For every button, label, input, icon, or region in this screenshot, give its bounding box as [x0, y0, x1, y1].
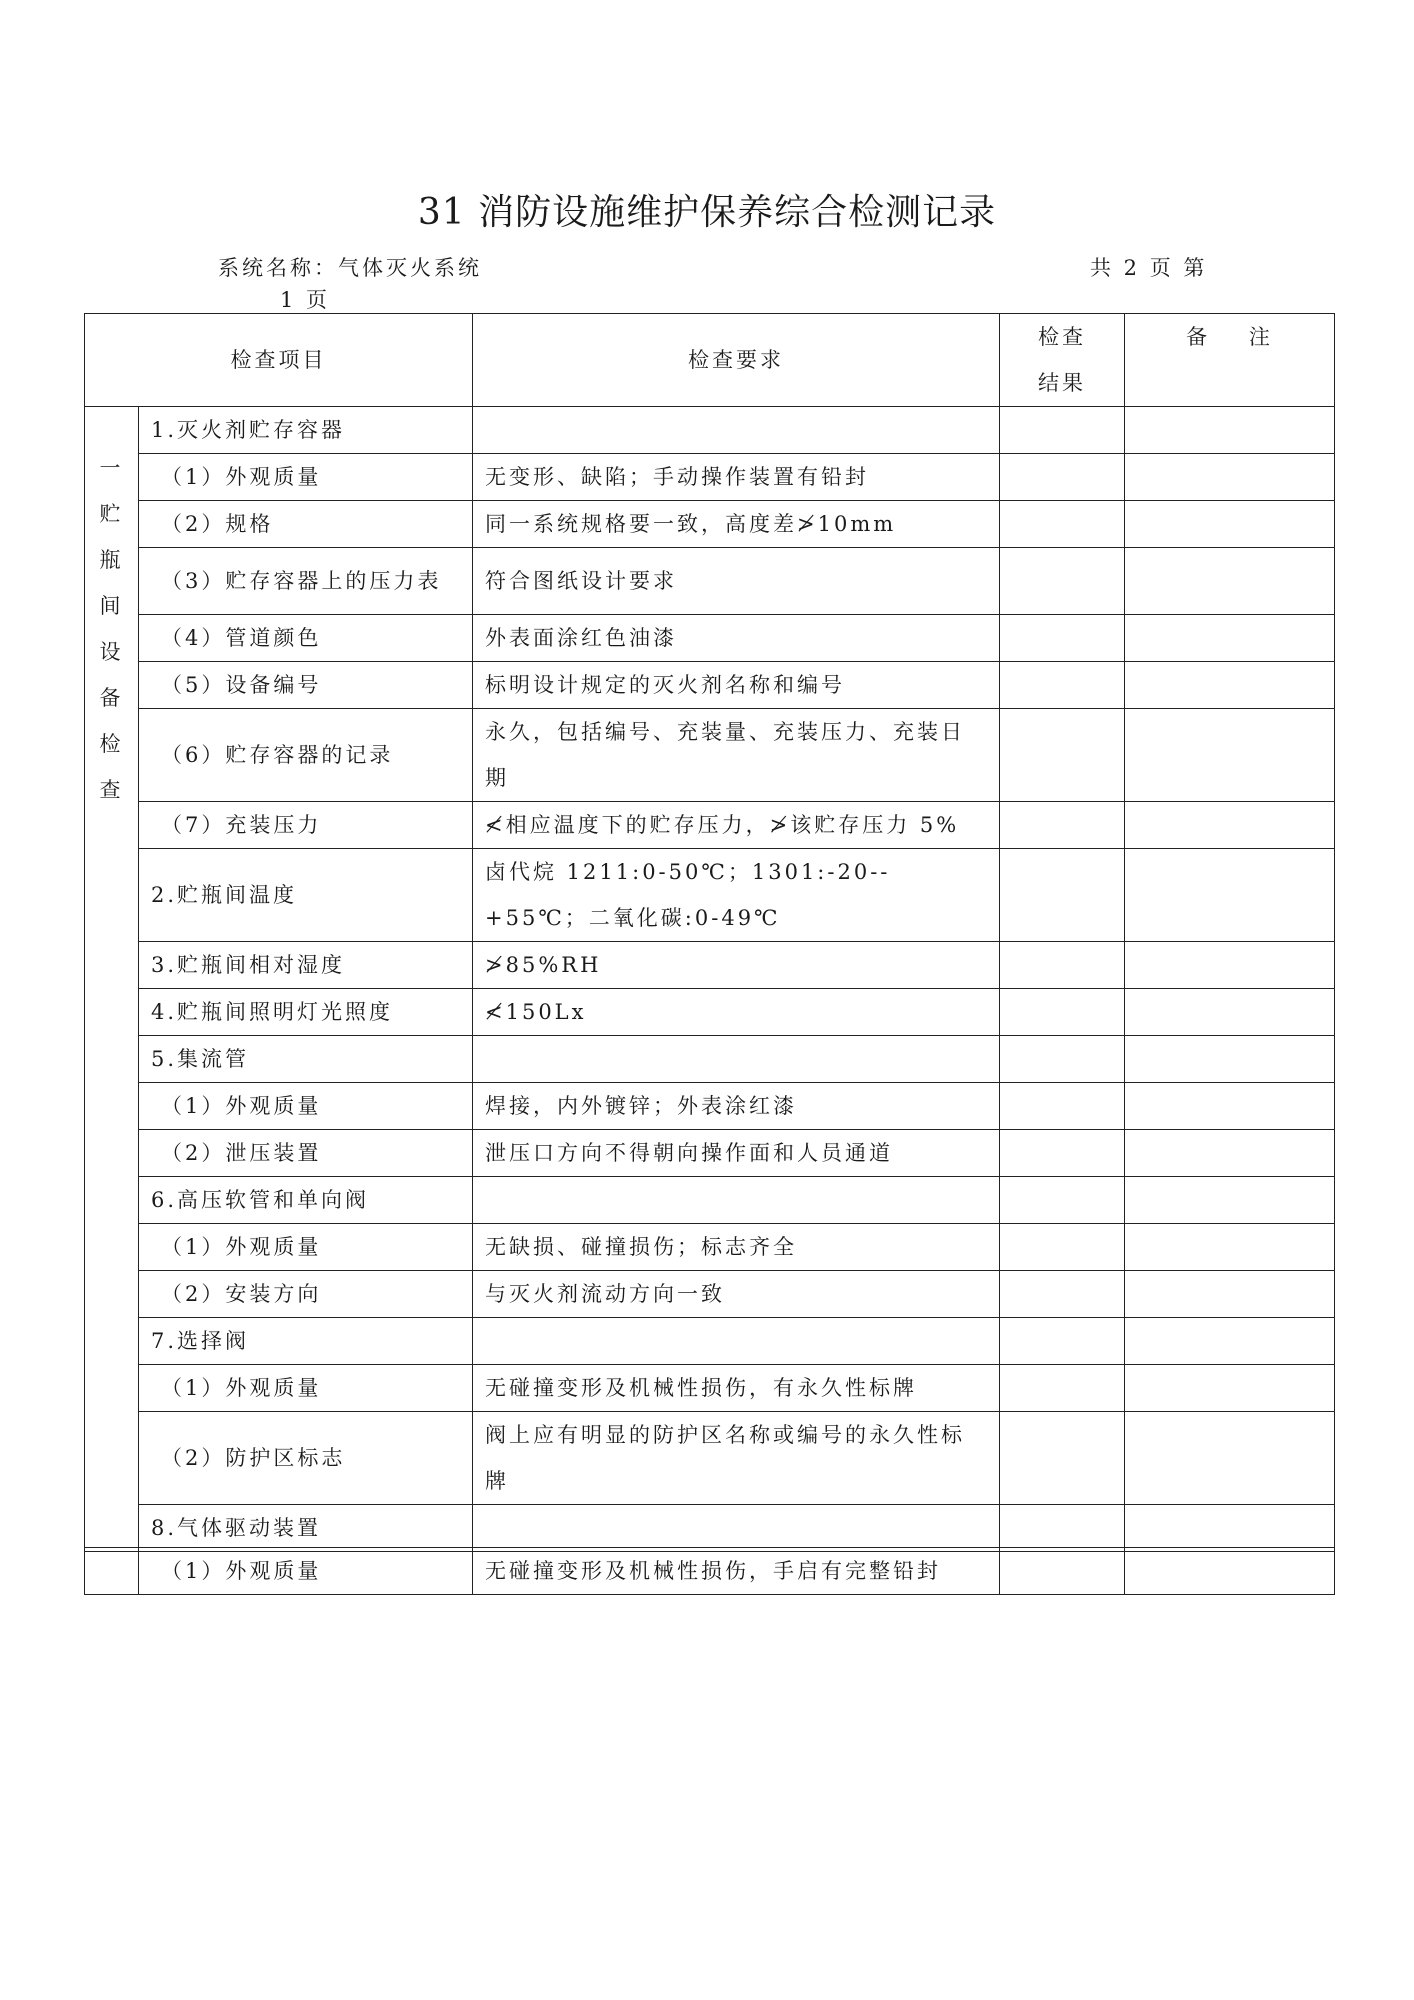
item-cell: （4）管道颜色 [139, 615, 473, 662]
requirement-cell [473, 1177, 1000, 1224]
remark-cell[interactable] [1125, 1130, 1335, 1177]
item-cell: （6）贮存容器的记录 [139, 709, 473, 802]
requirement-cell: 与灭火剂流动方向一致 [473, 1271, 1000, 1318]
remark-cell[interactable] [1125, 1036, 1335, 1083]
item-cell: （7）充装压力 [139, 802, 473, 849]
item-cell: （1）外观质量 [139, 1548, 473, 1595]
requirement-cell: 焊接，内外镀锌；外表涂红漆 [473, 1083, 1000, 1130]
item-cell: （1）外观质量 [139, 1224, 473, 1271]
result-cell[interactable] [1000, 942, 1125, 989]
remark-cell[interactable] [1125, 407, 1335, 454]
section-char: 查 [99, 778, 124, 802]
requirement-cell [473, 1318, 1000, 1365]
requirement-cell: ≮150Lx [473, 989, 1000, 1036]
table-row [85, 802, 1335, 849]
header-result [1000, 314, 1125, 407]
requirement-cell: 阀上应有明显的防护区名称或编号的永久性标牌 [473, 1412, 1000, 1505]
remark-cell[interactable] [1125, 1318, 1335, 1365]
item-cell: （3）贮存容器上的压力表 [139, 548, 473, 615]
remark-cell[interactable] [1125, 989, 1335, 1036]
inspection-table [84, 313, 1335, 1552]
table-row [85, 1083, 1335, 1130]
header-result-line1: 检查 [1038, 325, 1086, 349]
remark-cell[interactable] [1125, 1412, 1335, 1505]
result-cell[interactable] [1000, 1271, 1125, 1318]
requirement-cell: 无变形、缺陷；手动操作装置有铅封 [473, 454, 1000, 501]
section-char: 备 [99, 686, 124, 710]
requirement-cell: 永久，包括编号、充装量、充装压力、充装日期 [473, 709, 1000, 802]
table-row [85, 849, 1335, 942]
item-cell: （2）防护区标志 [139, 1412, 473, 1505]
requirement-cell: 泄压口方向不得朝向操作面和人员通道 [473, 1130, 1000, 1177]
result-cell[interactable] [1000, 1036, 1125, 1083]
remark-cell[interactable] [1125, 615, 1335, 662]
item-cell: 5.集流管 [139, 1036, 473, 1083]
section-char: 贮 [99, 502, 124, 526]
table-row [85, 1177, 1335, 1224]
section-char: 间 [99, 594, 124, 618]
section-char: 瓶 [99, 548, 124, 572]
result-cell[interactable] [1000, 501, 1125, 548]
section-char: 检 [99, 732, 124, 756]
requirement-cell: 同一系统规格要一致，高度差≯10mm [473, 501, 1000, 548]
item-cell: 7.选择阀 [139, 1318, 473, 1365]
inspection-table-continued [84, 1547, 1335, 1595]
remark-cell[interactable] [1125, 1505, 1335, 1552]
table-row [85, 1224, 1335, 1271]
remark-cell[interactable] [1125, 662, 1335, 709]
item-cell: （1）外观质量 [139, 454, 473, 501]
table-row [85, 662, 1335, 709]
table-row [85, 454, 1335, 501]
header-requirement: 检查要求 [473, 314, 1000, 407]
table-row [85, 1130, 1335, 1177]
section-char: 一 [99, 456, 124, 480]
section-char: 设 [99, 640, 124, 664]
remark-cell[interactable] [1125, 501, 1335, 548]
result-cell[interactable] [1000, 1177, 1125, 1224]
table-row [85, 1271, 1335, 1318]
item-cell: 3.贮瓶间相对湿度 [139, 942, 473, 989]
remark-cell[interactable] [1125, 942, 1335, 989]
remark-cell[interactable] [1125, 1365, 1335, 1412]
requirement-cell [473, 407, 1000, 454]
item-cell: 8.气体驱动装置 [139, 1505, 473, 1552]
table-row [85, 942, 1335, 989]
item-cell: （1）外观质量 [139, 1083, 473, 1130]
item-cell: 1.灭火剂贮存容器 [139, 407, 473, 454]
result-cell[interactable] [1000, 615, 1125, 662]
result-cell[interactable] [1000, 407, 1125, 454]
remark-cell[interactable] [1125, 802, 1335, 849]
item-cell: 2.贮瓶间温度 [139, 849, 473, 942]
section-label [85, 407, 139, 1552]
table-row [85, 615, 1335, 662]
page-info: 共 2 页 第 [1090, 256, 1208, 280]
result-cell[interactable] [1000, 1548, 1125, 1595]
requirement-cell: 卤代烷 1211:0-50℃；1301:-20--+55℃；二氧化碳:0-49℃ [473, 849, 1000, 942]
requirement-cell: 无碰撞变形及机械性损伤，手启有完整铅封 [473, 1548, 1000, 1595]
requirement-cell: 标明设计规定的灭火剂名称和编号 [473, 662, 1000, 709]
header-remark: 备 注 [1125, 314, 1335, 407]
remark-cell[interactable] [1125, 849, 1335, 942]
remark-cell[interactable] [1125, 454, 1335, 501]
table-row [85, 1318, 1335, 1365]
remark-cell[interactable] [1125, 1177, 1335, 1224]
table-row [85, 1505, 1335, 1552]
table-row [85, 1036, 1335, 1083]
remark-cell[interactable] [1125, 1083, 1335, 1130]
result-cell[interactable] [1000, 1505, 1125, 1552]
result-cell[interactable] [1000, 1412, 1125, 1505]
requirement-cell [473, 1036, 1000, 1083]
requirement-cell: ≮相应温度下的贮存压力，≯该贮存压力 5% [473, 802, 1000, 849]
requirement-cell [473, 1505, 1000, 1552]
item-cell: （2）安装方向 [139, 1271, 473, 1318]
remark-cell[interactable] [1125, 1548, 1335, 1595]
page-info-continued: 1 页 [280, 288, 331, 312]
table-row [85, 1548, 1335, 1595]
table-row [85, 709, 1335, 802]
item-cell: 6.高压软管和单向阀 [139, 1177, 473, 1224]
result-cell[interactable] [1000, 454, 1125, 501]
table-row [85, 501, 1335, 548]
header-result-line2: 结果 [1038, 371, 1086, 395]
result-cell[interactable] [1000, 662, 1125, 709]
requirement-cell: 无碰撞变形及机械性损伤，有永久性标牌 [473, 1365, 1000, 1412]
result-cell[interactable] [1000, 1083, 1125, 1130]
table-row [85, 989, 1335, 1036]
table-row [85, 407, 1335, 454]
result-cell[interactable] [1000, 989, 1125, 1036]
item-cell: （1）外观质量 [139, 1365, 473, 1412]
remark-cell[interactable] [1125, 1224, 1335, 1271]
requirement-cell: ≯85%RH [473, 942, 1000, 989]
header-row [85, 314, 1335, 407]
result-cell[interactable] [1000, 1130, 1125, 1177]
result-cell[interactable] [1000, 1365, 1125, 1412]
remark-cell[interactable] [1125, 709, 1335, 802]
result-cell[interactable] [1000, 548, 1125, 615]
item-cell: （2）泄压装置 [139, 1130, 473, 1177]
item-cell: （5）设备编号 [139, 662, 473, 709]
remark-cell[interactable] [1125, 548, 1335, 615]
result-cell[interactable] [1000, 709, 1125, 802]
requirement-cell: 外表面涂红色油漆 [473, 615, 1000, 662]
system-name: 系统名称：气体灭火系统 [218, 256, 482, 280]
result-cell[interactable] [1000, 849, 1125, 942]
table-row [85, 548, 1335, 615]
table-row [85, 1365, 1335, 1412]
item-cell: 4.贮瓶间照明灯光照度 [139, 989, 473, 1036]
requirement-cell: 无缺损、碰撞损伤；标志齐全 [473, 1224, 1000, 1271]
section-cell-empty [85, 1548, 139, 1595]
remark-cell[interactable] [1125, 1271, 1335, 1318]
page-title: 31 消防设施维护保养综合检测记录 [417, 192, 997, 233]
result-cell[interactable] [1000, 1318, 1125, 1365]
header-item: 检查项目 [85, 314, 473, 407]
result-cell[interactable] [1000, 802, 1125, 849]
result-cell[interactable] [1000, 1224, 1125, 1271]
table-row [85, 1412, 1335, 1505]
item-cell: （2）规格 [139, 501, 473, 548]
requirement-cell: 符合图纸设计要求 [473, 548, 1000, 615]
